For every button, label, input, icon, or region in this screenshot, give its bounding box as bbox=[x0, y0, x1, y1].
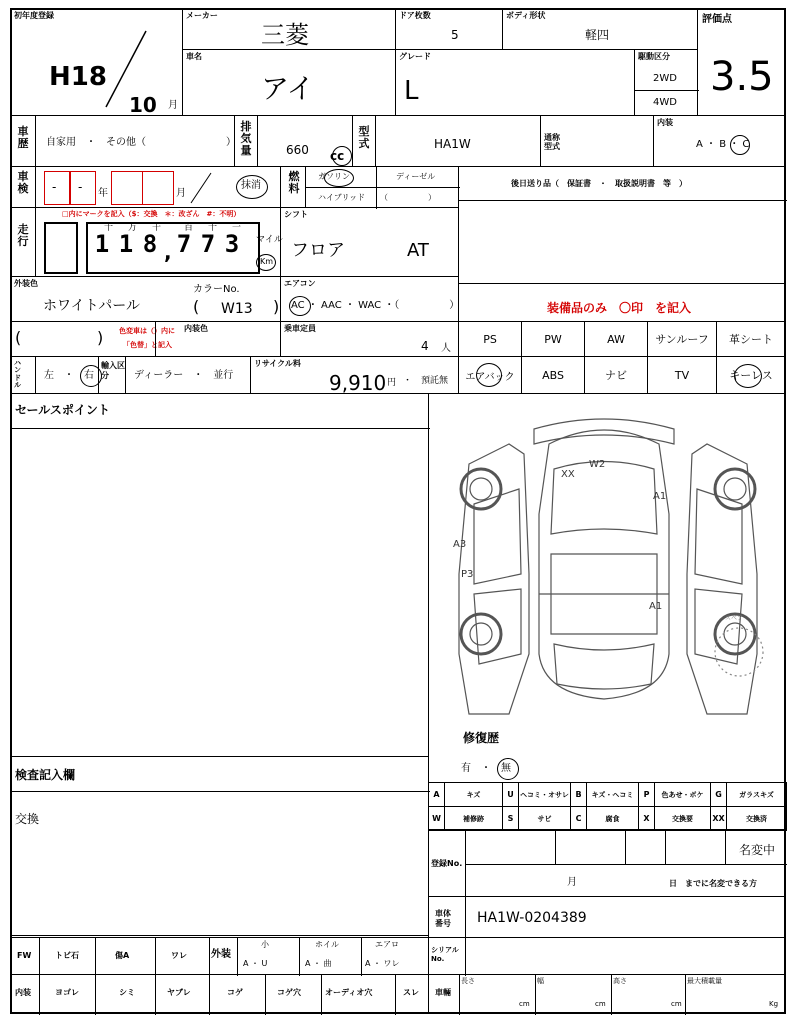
max-load-unit: Kg bbox=[769, 1000, 779, 1008]
mileage-unit-3: 百 bbox=[184, 223, 194, 233]
score-label: 評価点 bbox=[702, 14, 732, 25]
first-reg-month: 10 bbox=[129, 93, 157, 117]
small-options: A ・ U bbox=[243, 959, 268, 968]
interior-bottom-row bbox=[10, 974, 429, 1014]
mileage-note: □内にマークを記入（$：交換 ＊：改ざん #：不明） bbox=[62, 210, 241, 218]
import-value: ディーラー ・ 並行 bbox=[134, 370, 234, 381]
inspection-cell: - - 年 月 抹消 bbox=[35, 166, 281, 208]
legend-cell: サビ bbox=[518, 806, 571, 831]
name-change-label: 名変中 bbox=[739, 843, 776, 857]
equipment-sunroof: サンルーフ bbox=[647, 321, 717, 357]
mileage-unit-1: 万 bbox=[128, 223, 138, 233]
equipment-pw: PW bbox=[521, 321, 585, 357]
import-cell bbox=[125, 356, 251, 394]
aircon-label: エアコン bbox=[284, 279, 316, 288]
legend-cell: キズ・ヘコミ bbox=[586, 782, 639, 807]
repair-history-options: 有 ・ 無 bbox=[461, 763, 511, 774]
serial-label: シリアルNo. bbox=[431, 946, 459, 964]
delivery-label: 後日送り品（ 保証書 ・ 取扱説明書 等 ） bbox=[511, 179, 687, 188]
expired-label: 抹消 bbox=[241, 180, 261, 191]
equipment-title: 装備品のみ 〇印 を記入 bbox=[547, 301, 692, 315]
displacement-unit: cc bbox=[330, 149, 345, 163]
fuel-hybrid-paren: （ ） bbox=[380, 193, 436, 202]
capacity-label: 乗車定員 bbox=[284, 324, 316, 333]
import-label: 輸入区分 bbox=[101, 361, 125, 380]
registration-label: 登録No. bbox=[431, 859, 463, 868]
exterior-bottom-row bbox=[10, 937, 429, 975]
damage-mark-a3: A3 bbox=[453, 539, 467, 550]
legend-cell: ヘコミ・オサレ bbox=[518, 782, 571, 807]
vin-label: 車体番号 bbox=[435, 909, 451, 928]
damage-legend bbox=[428, 782, 786, 830]
max-load-label: 最大積載量 bbox=[687, 977, 722, 985]
vin-cell bbox=[428, 896, 786, 938]
exterior-color-label: 外装色 bbox=[14, 279, 38, 288]
inspection-year-unit: 年 bbox=[98, 188, 108, 199]
interior-item-3: コゲ bbox=[227, 988, 243, 997]
model-cell bbox=[375, 115, 541, 167]
registration-day-note: 日 までに名変できる方 bbox=[669, 879, 757, 888]
damage-mark-a1-upper: A1 bbox=[653, 491, 667, 502]
exterior-color: ホワイトパール bbox=[43, 298, 141, 314]
equipment-keyless: キーレス bbox=[716, 356, 786, 394]
damage-mark-xx: XX bbox=[561, 469, 575, 480]
drive-2wd: 2WD bbox=[653, 73, 677, 84]
legend-cell: ガラスキズ bbox=[726, 782, 787, 807]
score: 3.5 bbox=[710, 54, 774, 100]
interior-row-label: 内装 bbox=[15, 988, 31, 997]
equipment-ps: PS bbox=[458, 321, 522, 357]
inspection-entry-text: 交換 bbox=[15, 812, 40, 826]
aircon-text: AC ・ AAC ・ WAC ・（ ） bbox=[291, 300, 460, 311]
inspection-entry-cell bbox=[10, 756, 429, 936]
doors: 5 bbox=[451, 28, 459, 42]
serial-cell bbox=[428, 937, 786, 975]
registration-month: 月 bbox=[567, 877, 577, 888]
inspection-label-cell bbox=[10, 166, 36, 208]
model-label-cell bbox=[352, 115, 376, 167]
vin-value: HA1W-0204389 bbox=[477, 910, 587, 926]
maker-cell bbox=[182, 8, 396, 50]
drive-label: 駆動区分 bbox=[638, 52, 670, 61]
car-name: アイ bbox=[261, 72, 315, 105]
legend-cell: キズ bbox=[444, 782, 503, 807]
legend-cell: 色あせ・ボケ bbox=[654, 782, 711, 807]
first-reg-era: H18 bbox=[49, 62, 107, 92]
interior-item-1: シミ bbox=[119, 988, 135, 997]
color-change-cell: ( ) 色変車は（）内に 「色替」と記入 bbox=[10, 321, 156, 357]
interior-item-6: スレ bbox=[403, 988, 419, 997]
mileage-digit-5: 3 bbox=[224, 230, 240, 258]
interior-cell bbox=[653, 115, 786, 167]
wheel-label: ホイル bbox=[315, 940, 339, 949]
airbag-circle bbox=[476, 363, 502, 387]
length-label: 長さ bbox=[461, 977, 475, 985]
equipment-navi: ナビ bbox=[584, 356, 648, 394]
grade: L bbox=[404, 76, 419, 106]
color-change-note-2: 「色替」と記入 bbox=[123, 341, 172, 349]
inspection-entry-label: 検査記入欄 bbox=[15, 768, 76, 782]
legend-cell: 交換要 bbox=[654, 806, 711, 831]
legend-cell: U bbox=[502, 782, 519, 807]
equipment-tv: TV bbox=[647, 356, 717, 394]
interior-color-cell bbox=[155, 321, 281, 357]
delivery-cell bbox=[458, 166, 786, 284]
exterior-color-cell: 外装色 ホワイトパール カラーNo. ( W13 ) bbox=[10, 276, 281, 322]
height-label: 高さ bbox=[613, 977, 627, 985]
keyless-circle bbox=[734, 364, 762, 388]
mileage-label: 走行 bbox=[17, 223, 29, 249]
fw-item-0: トビ石 bbox=[55, 951, 79, 960]
car-diagram bbox=[429, 394, 787, 784]
first-registration-cell bbox=[10, 8, 183, 116]
interior-color-label: 内装色 bbox=[184, 324, 208, 333]
car-name-cell bbox=[182, 49, 396, 116]
handle-cell bbox=[35, 356, 99, 394]
model-label: 型式 bbox=[358, 125, 370, 151]
fuel-hybrid: ハイブリッド bbox=[318, 193, 366, 202]
legend-cell: X bbox=[638, 806, 655, 831]
handle-value: 左 ・ 右 bbox=[44, 370, 94, 381]
legend-cell: 補修跡 bbox=[444, 806, 503, 831]
width-label: 幅 bbox=[537, 977, 544, 985]
legend-cell: A bbox=[428, 782, 445, 807]
equipment-leather: 革シート bbox=[716, 321, 786, 357]
handle-label-cell bbox=[10, 356, 36, 394]
fuel-gasoline: ガソリン bbox=[318, 172, 350, 181]
recycle-label: リサイクル料 bbox=[254, 359, 301, 368]
equipment-aw: AW bbox=[584, 321, 648, 357]
legend-cell: 交換済 bbox=[726, 806, 787, 831]
aero-options: A ・ ワレ bbox=[365, 959, 400, 968]
sales-point-cell bbox=[10, 393, 429, 757]
interior-item-4: コゲ穴 bbox=[277, 988, 301, 997]
legend-cell: W bbox=[428, 806, 445, 831]
fw-item-2: ワレ bbox=[171, 951, 187, 960]
mileage-digit-3: 7 bbox=[176, 230, 192, 258]
fuel-label: 燃料 bbox=[288, 170, 300, 196]
mileage-digit-2: 8 bbox=[142, 230, 158, 258]
shift-type: AT bbox=[407, 240, 429, 261]
damage-mark-p3: P3 bbox=[461, 569, 474, 580]
displacement-label-cell bbox=[234, 115, 258, 167]
first-reg-label: 初年度登録 bbox=[14, 11, 54, 20]
mileage-unit-5: 一 bbox=[232, 223, 242, 233]
legend-cell: B bbox=[570, 782, 587, 807]
shift-cell bbox=[280, 207, 459, 277]
displacement-cell bbox=[257, 115, 353, 167]
body-label: ボディ形状 bbox=[506, 11, 546, 20]
common-model-label: 通称型式 bbox=[544, 133, 560, 151]
recycle-deposit: ・ 預託無 bbox=[403, 376, 449, 386]
recycle-unit: 円 bbox=[387, 378, 397, 388]
interior-item-2: ヤブレ bbox=[167, 988, 191, 997]
color-change-note-1: 色変車は（）内に bbox=[119, 327, 175, 335]
grade-label: グレード bbox=[399, 52, 431, 61]
grade-cell bbox=[395, 49, 635, 116]
doors-label: ドア枚数 bbox=[399, 11, 431, 20]
equipment-airbag: エアバック bbox=[458, 356, 522, 394]
small-label: 小 bbox=[261, 940, 269, 949]
mileage-mile: マイル bbox=[256, 235, 283, 245]
damage-mark-w2: W2 bbox=[589, 459, 606, 470]
history-text: 自家用 ・ その他（ ） bbox=[46, 137, 236, 148]
fuel-cell bbox=[305, 166, 459, 208]
dimensions-cell bbox=[428, 974, 786, 1014]
capacity: 4 bbox=[421, 339, 429, 353]
body: 軽四 bbox=[585, 28, 610, 42]
model: HA1W bbox=[434, 137, 471, 151]
interior-item-0: ヨゴレ bbox=[55, 988, 79, 997]
history-label: 車歴 bbox=[17, 125, 29, 151]
import-label-cell bbox=[98, 356, 126, 394]
common-model-cell bbox=[540, 115, 654, 167]
score-cell bbox=[697, 8, 786, 116]
interior-item-5: オーディオ穴 bbox=[325, 988, 373, 997]
equipment-title-cell bbox=[458, 283, 786, 322]
dims-label: 車輛 bbox=[435, 988, 451, 997]
history-cell bbox=[35, 115, 235, 167]
repair-circle bbox=[497, 758, 519, 780]
recycle-cell bbox=[250, 356, 459, 394]
legend-cell: P bbox=[638, 782, 655, 807]
maker: 三菱 bbox=[261, 21, 309, 49]
mileage-digit-0: 1 bbox=[94, 230, 110, 258]
fw-item-1: 傷A bbox=[115, 951, 130, 960]
damage-diagram-cell bbox=[428, 393, 786, 783]
mileage-digit-4: 7 bbox=[200, 230, 216, 258]
displacement: 660 bbox=[286, 143, 309, 157]
length-unit: cm bbox=[519, 1000, 530, 1008]
drive-4wd: 4WD bbox=[653, 97, 677, 108]
displacement-label: 排気量 bbox=[240, 120, 252, 158]
recycle-fee: 9,910 bbox=[329, 371, 387, 395]
shift-position: フロア bbox=[291, 240, 345, 261]
color-no: W13 bbox=[221, 301, 253, 317]
repair-history-label: 修復歴 bbox=[463, 731, 500, 745]
maker-label: メーカー bbox=[186, 11, 218, 20]
mileage-unit-2: 千 bbox=[152, 223, 162, 233]
doors-cell bbox=[395, 8, 503, 50]
height-unit: cm bbox=[671, 1000, 682, 1008]
equipment-abs: ABS bbox=[521, 356, 585, 394]
mileage-unit-4: 十 bbox=[208, 223, 218, 233]
shift-label: シフト bbox=[284, 210, 308, 219]
inspection-label: 車検 bbox=[17, 170, 29, 196]
wheel-options: A ・ 曲 bbox=[305, 959, 332, 968]
sales-point-label: セールスポイント bbox=[15, 403, 110, 417]
legend-cell: G bbox=[710, 782, 727, 807]
capacity-cell bbox=[280, 321, 459, 357]
color-no-label: カラーNo. bbox=[193, 284, 240, 295]
month-unit: 月 bbox=[168, 100, 178, 111]
aero-label: エアロ bbox=[375, 940, 399, 949]
damage-mark-a1-lower: A1 bbox=[649, 601, 663, 612]
history-label-cell bbox=[10, 115, 36, 167]
mileage-label-cell bbox=[10, 207, 36, 277]
legend-cell: XX bbox=[710, 806, 727, 831]
width-unit: cm bbox=[595, 1000, 606, 1008]
mileage-km: Km bbox=[260, 257, 274, 266]
interior-label: 内装 bbox=[657, 118, 673, 127]
mileage-cell: □内にマークを記入（$：交換 ＊：改ざん #：不明） 十 万 千 百 十 一 1 1 8 , 7 7 3 マイル Km bbox=[35, 207, 281, 277]
registration-cell bbox=[428, 829, 786, 897]
mileage-unit-0: 十 bbox=[104, 223, 114, 233]
inspection-month-unit: 月 bbox=[176, 188, 186, 199]
capacity-unit: 人 bbox=[441, 343, 451, 354]
fuel-label-cell bbox=[280, 166, 306, 208]
legend-cell: C bbox=[570, 806, 587, 831]
legend-cell: 腐食 bbox=[586, 806, 639, 831]
body-cell bbox=[502, 8, 698, 50]
drive-cell bbox=[634, 49, 698, 116]
fuel-diesel: ディーゼル bbox=[396, 172, 436, 181]
exterior-label: 外装 bbox=[211, 949, 231, 960]
handle-label: ハンドル bbox=[14, 359, 21, 390]
car-name-label: 車名 bbox=[186, 52, 202, 61]
aircon-cell bbox=[280, 276, 459, 322]
mileage-digit-1: 1 bbox=[118, 230, 134, 258]
spare-label: スペア bbox=[725, 615, 744, 622]
legend-cell: S bbox=[502, 806, 519, 831]
interior-grades: A ・ B ・ C bbox=[696, 139, 750, 150]
fw-label: FW bbox=[17, 951, 32, 960]
